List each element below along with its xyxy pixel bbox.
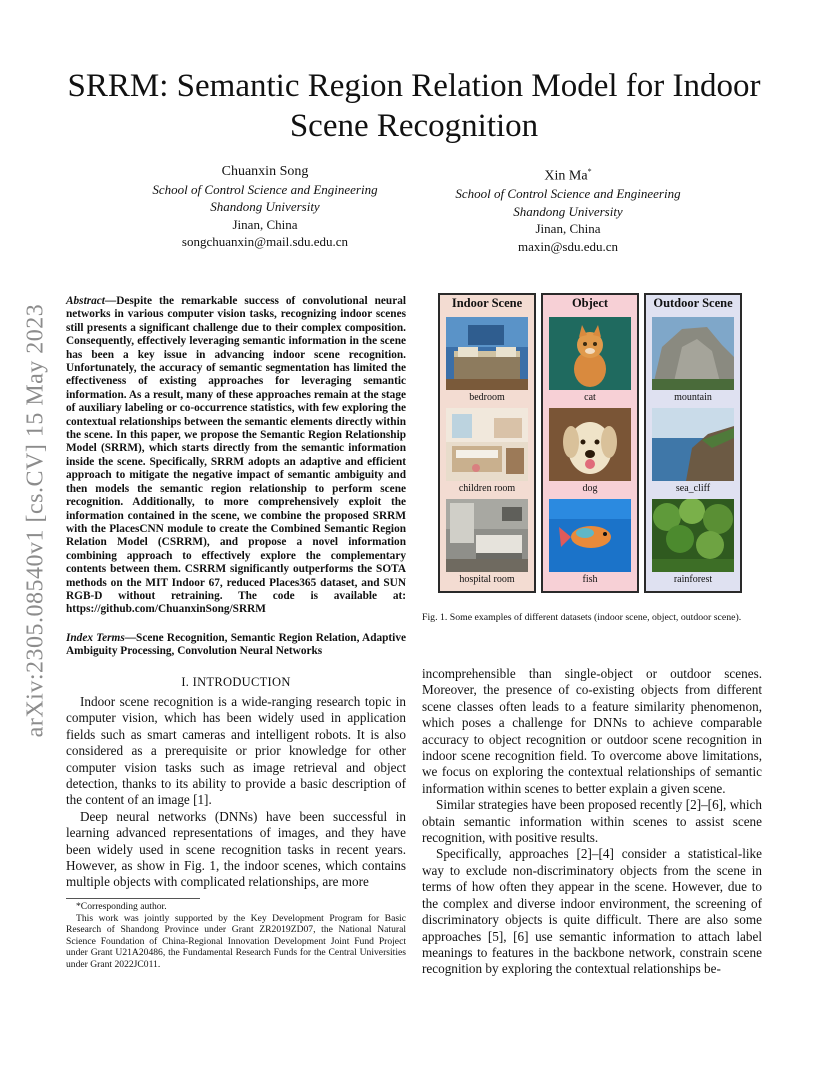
figure-cell-label: mountain: [674, 392, 712, 403]
author-email: songchuanxin@mail.sdu.edu.cn: [181, 234, 349, 249]
cat-image: [549, 317, 631, 390]
figure-cell-label: children room: [458, 483, 516, 494]
author-university: Shandong University: [210, 199, 320, 214]
index-terms-lead: Index Terms: [66, 632, 125, 644]
corresponding-mark: *: [587, 167, 592, 176]
figure-cell-mountain: [652, 317, 734, 404]
paragraph: Similar strategies have been proposed recently [2]–[6], which obtain semantic information within scenes to assist scene recognition, with positive results.: [422, 797, 762, 846]
sea-cliff-image: [652, 408, 734, 481]
footnote: This work was jointly supported by the Key Development Program for Basic Research of Shandong Province under Grant ZR2019ZD07, the National Natural Science Foundation of China-Regional Innovation Development Joint Fund Project under Grant U21A20486, the Fundamental Research Funds for the Central Universities under Grant 2022JC011.: [66, 912, 406, 970]
figure-1: [438, 293, 742, 593]
figure-cell-dog: [549, 408, 631, 495]
author-block-2: [418, 163, 718, 255]
author-city: Jinan, China: [535, 221, 601, 237]
author-university: Shandong University: [513, 203, 623, 219]
section-heading: I. INTRODUCTION: [181, 675, 291, 689]
figure-cell-fish: [549, 499, 631, 586]
arxiv-stamp: [22, 280, 50, 760]
figure-caption: Fig. 1. Some examples of different datasets (indoor scene, object, outdoor scene).: [422, 612, 742, 623]
arxiv-stamp-text: arXiv:2305.08540v1 [cs.CV] 15 May 2023: [22, 303, 49, 737]
mountain-image: [652, 317, 734, 390]
rainforest-image: [652, 499, 734, 572]
paragraph: Indoor scene recognition is a wide-ranging research topic in computer vision, which has been widely used in application fields such as smart cameras and intelligent robots. It is also considered as a prerequisite or prior knowledge for other computer vision tasks such as image retrieval and object detection, thanks to its ability to provide a basic description of the content of an image [1].: [66, 694, 406, 808]
figure-column-outdoor-scene: [644, 293, 742, 593]
figure-cell-label: rainforest: [673, 574, 713, 585]
left-column-body: [66, 694, 406, 891]
paper-title: SRRM: Semantic Region Relation Model for Indoor Scene Recognition: [67, 68, 761, 144]
figure-cell-sea-cliff: [652, 408, 734, 495]
author-block-1: [115, 163, 415, 251]
figure-column-header: Outdoor Scene: [653, 296, 733, 310]
figure-cell-cat: [549, 317, 631, 404]
fish-image: [549, 499, 631, 572]
dog-image: [549, 408, 631, 481]
figure-cell-bedroom: [446, 317, 528, 404]
figure-cell-label: fish: [582, 574, 598, 585]
bedroom-image: [446, 317, 528, 390]
author-city: Jinan, China: [232, 216, 298, 232]
paragraph: Deep neural networks (DNNs) have been successful in learning advanced representations of images, and they have been widely used in scene recognition tasks in recent years. However, as show in Fig. 1, the indoor scenes, which contains multiple objects with complicated relationships, are more: [66, 808, 406, 890]
right-column-body: [422, 666, 762, 978]
children-room-image: [446, 408, 528, 481]
paragraph: incomprehensible than single-object or outdoor scenes. Moreover, the presence of co-existing objects from different scene classes often leads to a feature similarity phenomenon, which poses a challenge for DNNs to achieve comparable accuracy to object recognition or outdoor scene recognition in indoor scene recognition field. To overcome above limitations, we focus on exploring the contextual relationships of semantic information within scenes to better explain a given scene.: [422, 666, 762, 796]
figure-column-header: Object: [571, 296, 609, 310]
index-terms: [66, 632, 406, 659]
figure-column-header: Indoor Scene: [451, 296, 523, 310]
index-terms-text: —Scene Recognition, Semantic Region Relation, Adaptive Ambiguity Processing, Convolution Neural Networks: [66, 632, 406, 658]
figure-cell-rainforest: [652, 499, 734, 586]
footnotes: [66, 901, 406, 971]
figure-cell-label: hospital room: [459, 574, 515, 585]
figure-cell-label: cat: [584, 392, 596, 403]
figure-cell-label: bedroom: [469, 392, 505, 403]
author-school: School of Control Science and Engineering: [455, 186, 681, 202]
figure-cell-children-room: [446, 408, 528, 495]
figure-cell-hospital-room: [446, 499, 528, 586]
figure-column-object: [541, 293, 639, 593]
footnote-rule: [66, 898, 200, 899]
author-email: maxin@sdu.edu.cn: [517, 238, 619, 254]
figure-column-indoor-scene: [438, 293, 536, 593]
author-school: School of Control Science and Engineering: [152, 181, 378, 197]
footnote: *Corresponding author.: [76, 901, 167, 912]
paragraph: Specifically, approaches [2]–[4] consider a statistical-like way to exclude non-discriminatory objects from the scene in terms of how often they appear in the scene. However, due to the complex and diverse indoor environment, the screening of discriminatory objects is quite difficult. There are also some approaches [5], [6] use semantic information to attach label meanings to features in the backbone network, constrain scene recognition by exploring the contextual relationships be-: [422, 846, 762, 977]
author-name: Xin Ma: [544, 168, 588, 184]
hospital-room-image: [446, 499, 528, 572]
author-name: Chuanxin Song: [221, 164, 309, 179]
figure-cell-label: dog: [582, 483, 598, 494]
figure-cell-label: sea_cliff: [675, 483, 711, 494]
abstract-lead: Abstract: [66, 295, 105, 307]
abstract-text: —Despite the remarkable success of convolutional neural networks in various computer vision tasks, recognizing indoor scenes still presents a significant challenge due to their complex composition. Consequently, effectively leveraging semantic information in the scene has been a key issue in advancing indoor scene recognition. Unfortunately, the accuracy of semantic segmentation has limited the effectiveness of existing approaches for leveraging semantic information. As a result, many of these approaches remain at the stage of auxiliary labeling or co-occurrence statistics, with few exploring the contextual relationships between the semantic elements directly within the scene. In this paper, we propose the Semantic Region Relationship Model (SRRM), which starts directly from the semantic information inside the scene. Specifically, SRRM adopts an adaptive and efficient approach to mitigate the negative impact of semantic ambiguity and then models the semantic region relationship to perform scene recognition. Additionally, to more comprehensively exploit the information contained in the scene, we combine the proposed SRRM with the PlacesCNN module to create the Combined Semantic Region Relation Model (CSRRM), and propose a novel information combining approach to effectively explore the complementary contents between them. CSRRM significantly outperforms the SOTA methods on the MIT Indoor 67, reduced Places365 dataset, and SUN RGB-D without retraining. The code is available at: https://github.com/ChuanxinSong/SRRM: [66, 295, 406, 616]
abstract: [66, 295, 406, 617]
